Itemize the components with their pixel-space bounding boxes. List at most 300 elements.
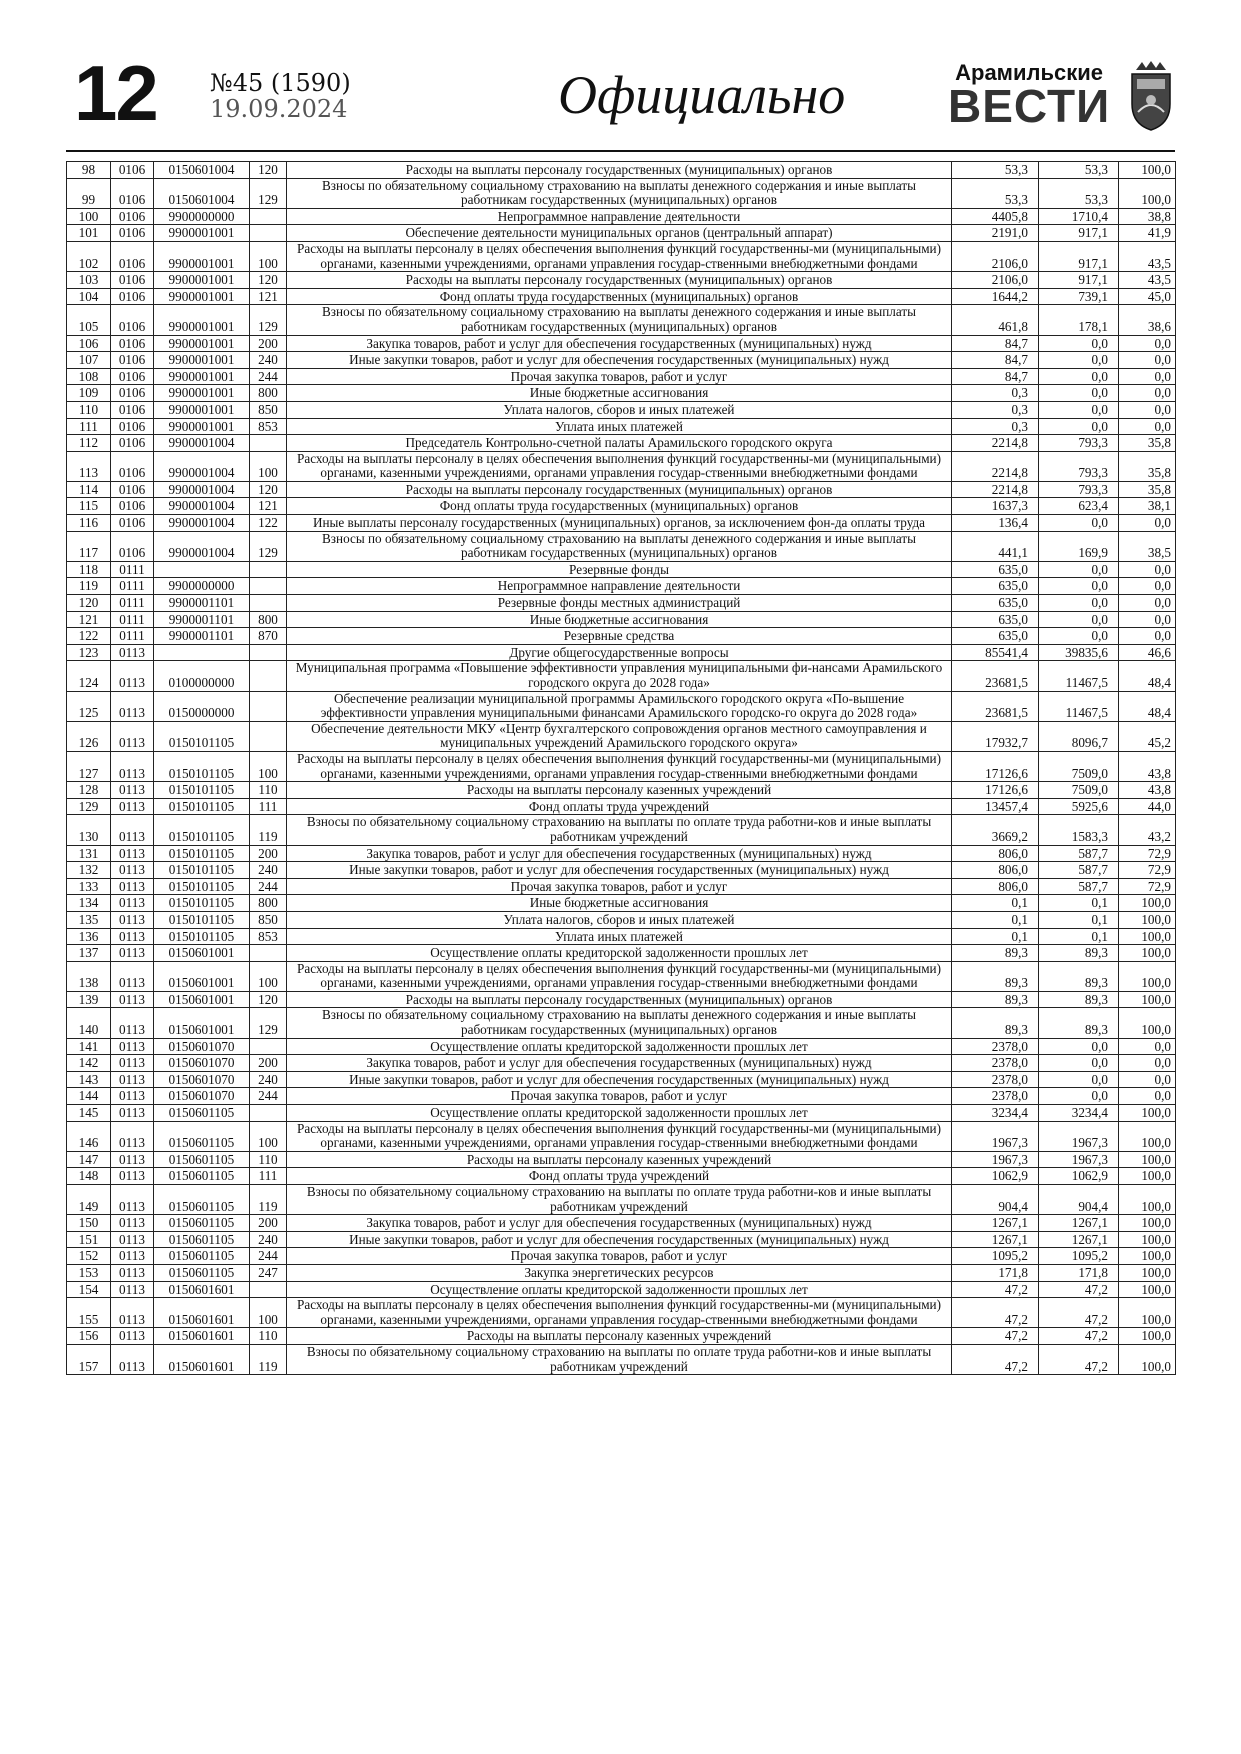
execution-percent-cell: 43,5: [1119, 272, 1176, 289]
planned-amount-cell: 635,0: [952, 561, 1039, 578]
table-row: [67, 1055, 1176, 1072]
planned-amount-cell: 89,3: [952, 961, 1039, 991]
row-number-cell: 104: [67, 288, 111, 305]
expense-type-cell: 244: [250, 368, 287, 385]
item-name-cell: Иные закупки товаров, работ и услуг для обеспечения государственных (муниципальных) нужд: [287, 352, 952, 369]
target-code-cell: 9900001001: [154, 288, 250, 305]
executed-amount-cell: 0,0: [1039, 611, 1119, 628]
section-code-cell: 0113: [111, 1281, 154, 1298]
table-row: [67, 288, 1176, 305]
executed-amount-cell: 0,0: [1039, 335, 1119, 352]
execution-percent-cell: 35,8: [1119, 435, 1176, 452]
table-row: [67, 815, 1176, 845]
target-code-cell: 9900001101: [154, 595, 250, 612]
execution-percent-cell: 100,0: [1119, 178, 1176, 208]
executed-amount-cell: 1710,4: [1039, 208, 1119, 225]
item-name-cell: Иные бюджетные ассигнования: [287, 611, 952, 628]
row-number-cell: 147: [67, 1151, 111, 1168]
item-name-cell: Другие общегосударственные вопросы: [287, 644, 952, 661]
row-number-cell: 133: [67, 878, 111, 895]
row-number-cell: 146: [67, 1121, 111, 1151]
planned-amount-cell: 0,1: [952, 895, 1039, 912]
execution-percent-cell: 48,4: [1119, 661, 1176, 691]
execution-percent-cell: 100,0: [1119, 1344, 1176, 1374]
planned-amount-cell: 1095,2: [952, 1248, 1039, 1265]
section-code-cell: 0113: [111, 1231, 154, 1248]
item-name-cell: Расходы на выплаты персоналу казенных учреждений: [287, 1151, 952, 1168]
target-code-cell: 0150601070: [154, 1088, 250, 1105]
item-name-cell: Уплата иных платежей: [287, 928, 952, 945]
planned-amount-cell: 85541,4: [952, 644, 1039, 661]
executed-amount-cell: 11467,5: [1039, 661, 1119, 691]
execution-percent-cell: 0,0: [1119, 1088, 1176, 1105]
item-name-cell: Непрограммное направление деятельности: [287, 208, 952, 225]
row-number-cell: 107: [67, 352, 111, 369]
execution-percent-cell: 72,9: [1119, 878, 1176, 895]
section-code-cell: 0106: [111, 178, 154, 208]
table-row: [67, 895, 1176, 912]
execution-percent-cell: 0,0: [1119, 515, 1176, 532]
execution-percent-cell: 72,9: [1119, 845, 1176, 862]
section-code-cell: 0111: [111, 628, 154, 645]
planned-amount-cell: 17932,7: [952, 721, 1039, 751]
row-number-cell: 122: [67, 628, 111, 645]
section-code-cell: 0113: [111, 991, 154, 1008]
execution-percent-cell: 43,2: [1119, 815, 1176, 845]
section-code-cell: 0106: [111, 241, 154, 271]
expense-type-cell: 110: [250, 1151, 287, 1168]
planned-amount-cell: 17126,6: [952, 782, 1039, 799]
row-number-cell: 100: [67, 208, 111, 225]
section-code-cell: 0106: [111, 368, 154, 385]
row-number-cell: 156: [67, 1328, 111, 1345]
execution-percent-cell: 72,9: [1119, 862, 1176, 879]
table-row: [67, 945, 1176, 962]
planned-amount-cell: 23681,5: [952, 691, 1039, 721]
expense-type-cell: 100: [250, 451, 287, 481]
row-number-cell: 150: [67, 1215, 111, 1232]
section-code-cell: 0106: [111, 288, 154, 305]
planned-amount-cell: 2378,0: [952, 1088, 1039, 1105]
expense-type-cell: 120: [250, 162, 287, 179]
target-code-cell: [154, 561, 250, 578]
row-number-cell: 126: [67, 721, 111, 751]
item-name-cell: Взносы по обязательному социальному страхованию на выплаты по оплате труда работни-ков и иные выплаты работникам учреждений: [287, 1344, 952, 1374]
expense-type-cell: [250, 561, 287, 578]
section-code-cell: 0113: [111, 1215, 154, 1232]
executed-amount-cell: 178,1: [1039, 305, 1119, 335]
execution-percent-cell: 100,0: [1119, 961, 1176, 991]
item-name-cell: Фонд оплаты труда учреждений: [287, 1168, 952, 1185]
execution-percent-cell: 100,0: [1119, 1328, 1176, 1345]
table-row: [67, 401, 1176, 418]
item-name-cell: Расходы на выплаты персоналу в целях обеспечения выполнения функций государственны-ми (муниципальными) органами, казенными учреждениями, органами управления государ-ственными внебюджетными фондами: [287, 451, 952, 481]
item-name-cell: Уплата иных платежей: [287, 418, 952, 435]
expense-type-cell: 853: [250, 928, 287, 945]
target-code-cell: 9900001004: [154, 531, 250, 561]
expense-type-cell: 853: [250, 418, 287, 435]
expense-type-cell: [250, 578, 287, 595]
item-name-cell: Расходы на выплаты персоналу казенных учреждений: [287, 782, 952, 799]
planned-amount-cell: 2378,0: [952, 1071, 1039, 1088]
planned-amount-cell: 806,0: [952, 845, 1039, 862]
row-number-cell: 120: [67, 595, 111, 612]
logo-line-1: Арамильские: [955, 60, 1103, 85]
row-number-cell: 121: [67, 611, 111, 628]
item-name-cell: Закупка товаров, работ и услуг для обеспечения государственных (муниципальных) нужд: [287, 1055, 952, 1072]
execution-percent-cell: 100,0: [1119, 895, 1176, 912]
row-number-cell: 127: [67, 751, 111, 781]
section-code-cell: 0113: [111, 721, 154, 751]
target-code-cell: 9900001101: [154, 611, 250, 628]
table-row: [67, 385, 1176, 402]
issue-number: №45 (1590): [210, 69, 351, 97]
row-number-cell: 143: [67, 1071, 111, 1088]
executed-amount-cell: 0,1: [1039, 911, 1119, 928]
row-number-cell: 153: [67, 1264, 111, 1281]
expense-type-cell: 850: [250, 401, 287, 418]
section-code-cell: 0111: [111, 578, 154, 595]
planned-amount-cell: 1637,3: [952, 498, 1039, 515]
executed-amount-cell: 1967,3: [1039, 1151, 1119, 1168]
planned-amount-cell: 1967,3: [952, 1151, 1039, 1168]
item-name-cell: Взносы по обязательному социальному страхованию на выплаты денежного содержания и иные выплаты работникам государственных (муниципальных) органов: [287, 178, 952, 208]
row-number-cell: 142: [67, 1055, 111, 1072]
planned-amount-cell: 1267,1: [952, 1215, 1039, 1232]
target-code-cell: 9900001004: [154, 515, 250, 532]
table-row: [67, 1008, 1176, 1038]
executed-amount-cell: 53,3: [1039, 162, 1119, 179]
execution-percent-cell: 0,0: [1119, 595, 1176, 612]
section-code-cell: 0113: [111, 862, 154, 879]
execution-percent-cell: 100,0: [1119, 162, 1176, 179]
planned-amount-cell: 84,7: [952, 368, 1039, 385]
item-name-cell: Резервные фонды местных администраций: [287, 595, 952, 612]
row-number-cell: 119: [67, 578, 111, 595]
executed-amount-cell: 7509,0: [1039, 782, 1119, 799]
table-row: [67, 1185, 1176, 1215]
row-number-cell: 135: [67, 911, 111, 928]
planned-amount-cell: 84,7: [952, 352, 1039, 369]
target-code-cell: 0150101105: [154, 862, 250, 879]
expense-type-cell: 200: [250, 1055, 287, 1072]
executed-amount-cell: 739,1: [1039, 288, 1119, 305]
execution-percent-cell: 38,5: [1119, 531, 1176, 561]
target-code-cell: 9900001001: [154, 418, 250, 435]
planned-amount-cell: 53,3: [952, 178, 1039, 208]
planned-amount-cell: 2378,0: [952, 1055, 1039, 1072]
item-name-cell: Фонд оплаты труда государственных (муниципальных) органов: [287, 498, 952, 515]
row-number-cell: 148: [67, 1168, 111, 1185]
expense-type-cell: 800: [250, 385, 287, 402]
target-code-cell: 0150601001: [154, 991, 250, 1008]
executed-amount-cell: 171,8: [1039, 1264, 1119, 1281]
execution-percent-cell: 100,0: [1119, 1121, 1176, 1151]
executed-amount-cell: 0,0: [1039, 578, 1119, 595]
planned-amount-cell: 2106,0: [952, 241, 1039, 271]
item-name-cell: Взносы по обязательному социальному страхованию на выплаты по оплате труда работни-ков и иные выплаты работникам учреждений: [287, 815, 952, 845]
expense-type-cell: 240: [250, 1231, 287, 1248]
executed-amount-cell: 1062,9: [1039, 1168, 1119, 1185]
execution-percent-cell: 100,0: [1119, 945, 1176, 962]
planned-amount-cell: 0,1: [952, 928, 1039, 945]
target-code-cell: 0150101105: [154, 721, 250, 751]
executed-amount-cell: 0,0: [1039, 1071, 1119, 1088]
executed-amount-cell: 47,2: [1039, 1298, 1119, 1328]
item-name-cell: Фонд оплаты труда учреждений: [287, 798, 952, 815]
target-code-cell: 9900001001: [154, 305, 250, 335]
row-number-cell: 123: [67, 644, 111, 661]
table-row: [67, 335, 1176, 352]
execution-percent-cell: 0,0: [1119, 385, 1176, 402]
section-title: Официально: [558, 65, 846, 125]
table-row: [67, 911, 1176, 928]
item-name-cell: Иные закупки товаров, работ и услуг для обеспечения государственных (муниципальных) нужд: [287, 862, 952, 879]
table-row: [67, 162, 1176, 179]
planned-amount-cell: 89,3: [952, 945, 1039, 962]
executed-amount-cell: 0,0: [1039, 1038, 1119, 1055]
section-code-cell: 0113: [111, 1038, 154, 1055]
section-code-cell: 0113: [111, 845, 154, 862]
target-code-cell: 9900001001: [154, 225, 250, 242]
table-row: [67, 225, 1176, 242]
row-number-cell: 113: [67, 451, 111, 481]
expense-type-cell: 244: [250, 878, 287, 895]
table-row: [67, 1231, 1176, 1248]
row-number-cell: 101: [67, 225, 111, 242]
execution-percent-cell: 38,6: [1119, 305, 1176, 335]
row-number-cell: 111: [67, 418, 111, 435]
planned-amount-cell: 1967,3: [952, 1121, 1039, 1151]
planned-amount-cell: 89,3: [952, 991, 1039, 1008]
expense-type-cell: [250, 661, 287, 691]
table-row: [67, 1151, 1176, 1168]
target-code-cell: 0150601070: [154, 1038, 250, 1055]
target-code-cell: 0150601105: [154, 1151, 250, 1168]
section-code-cell: 0106: [111, 498, 154, 515]
table-row: [67, 751, 1176, 781]
section-code-cell: 0113: [111, 1168, 154, 1185]
planned-amount-cell: 904,4: [952, 1185, 1039, 1215]
item-name-cell: Расходы на выплаты персоналу государственных (муниципальных) органов: [287, 162, 952, 179]
item-name-cell: Резервные средства: [287, 628, 952, 645]
page-number: 12: [74, 49, 157, 137]
expense-type-cell: [250, 644, 287, 661]
planned-amount-cell: 47,2: [952, 1281, 1039, 1298]
execution-percent-cell: 0,0: [1119, 418, 1176, 435]
row-number-cell: 129: [67, 798, 111, 815]
table-row: [67, 451, 1176, 481]
execution-percent-cell: 48,4: [1119, 691, 1176, 721]
expense-type-cell: [250, 595, 287, 612]
execution-percent-cell: 43,5: [1119, 241, 1176, 271]
planned-amount-cell: 461,8: [952, 305, 1039, 335]
planned-amount-cell: 806,0: [952, 878, 1039, 895]
item-name-cell: Прочая закупка товаров, работ и услуг: [287, 1248, 952, 1265]
executed-amount-cell: 1267,1: [1039, 1215, 1119, 1232]
executed-amount-cell: 0,0: [1039, 561, 1119, 578]
row-number-cell: 140: [67, 1008, 111, 1038]
table-row: [67, 531, 1176, 561]
table-row: [67, 595, 1176, 612]
section-code-cell: 0113: [111, 1328, 154, 1345]
target-code-cell: 0150601001: [154, 945, 250, 962]
section-code-cell: 0113: [111, 928, 154, 945]
item-name-cell: Расходы на выплаты персоналу в целях обеспечения выполнения функций государственны-ми (муниципальными) органами, казенными учреждениями, органами управления государ-ственными внебюджетными фондами: [287, 961, 952, 991]
row-number-cell: 152: [67, 1248, 111, 1265]
planned-amount-cell: 2214,8: [952, 451, 1039, 481]
execution-percent-cell: 38,8: [1119, 208, 1176, 225]
target-code-cell: 0150601601: [154, 1328, 250, 1345]
executed-amount-cell: 0,0: [1039, 368, 1119, 385]
expense-type-cell: 100: [250, 241, 287, 271]
target-code-cell: 0150601105: [154, 1264, 250, 1281]
row-number-cell: 139: [67, 991, 111, 1008]
expense-type-cell: [250, 945, 287, 962]
expense-type-cell: 120: [250, 481, 287, 498]
expense-type-cell: 129: [250, 178, 287, 208]
section-code-cell: 0113: [111, 691, 154, 721]
executed-amount-cell: 1095,2: [1039, 1248, 1119, 1265]
executed-amount-cell: 0,0: [1039, 628, 1119, 645]
section-code-cell: 0106: [111, 531, 154, 561]
table-row: [67, 1038, 1176, 1055]
section-code-cell: 0106: [111, 352, 154, 369]
table-row: [67, 481, 1176, 498]
item-name-cell: Расходы на выплаты персоналу в целях обеспечения выполнения функций государственны-ми (муниципальными) органами, казенными учреждениями, органами управления государ-ственными внебюджетными фондами: [287, 1121, 952, 1151]
section-code-cell: 0106: [111, 481, 154, 498]
planned-amount-cell: 2106,0: [952, 272, 1039, 289]
target-code-cell: 0150601105: [154, 1248, 250, 1265]
section-code-cell: 0106: [111, 305, 154, 335]
planned-amount-cell: 441,1: [952, 531, 1039, 561]
item-name-cell: Осуществление оплаты кредиторской задолженности прошлых лет: [287, 945, 952, 962]
row-number-cell: 99: [67, 178, 111, 208]
section-code-cell: 0113: [111, 1088, 154, 1105]
item-name-cell: Обеспечение деятельности муниципальных органов (центральный аппарат): [287, 225, 952, 242]
item-name-cell: Муниципальная программа «Повышение эффективности управления муниципальными фи-нансами Арамильского городского округа до 2028 года»: [287, 661, 952, 691]
table-row: [67, 1071, 1176, 1088]
target-code-cell: 9900001001: [154, 241, 250, 271]
coat-of-arms-icon: [1128, 60, 1174, 132]
execution-percent-cell: 100,0: [1119, 1105, 1176, 1122]
planned-amount-cell: 1644,2: [952, 288, 1039, 305]
item-name-cell: Взносы по обязательному социальному страхованию на выплаты денежного содержания и иные выплаты работникам государственных (муниципальных) органов: [287, 531, 952, 561]
table-row: [67, 1215, 1176, 1232]
row-number-cell: 108: [67, 368, 111, 385]
table-row: [67, 1105, 1176, 1122]
budget-table: [66, 161, 1176, 1375]
target-code-cell: 9900001001: [154, 272, 250, 289]
table-row: [67, 1088, 1176, 1105]
target-code-cell: 9900000000: [154, 578, 250, 595]
execution-percent-cell: 35,8: [1119, 451, 1176, 481]
section-code-cell: 0106: [111, 272, 154, 289]
target-code-cell: 0150101105: [154, 895, 250, 912]
executed-amount-cell: 47,2: [1039, 1344, 1119, 1374]
item-name-cell: Председатель Контрольно-счетной палаты Арамильского городского округа: [287, 435, 952, 452]
newspaper-logo: [948, 60, 1111, 132]
planned-amount-cell: 4405,8: [952, 208, 1039, 225]
executed-amount-cell: 0,0: [1039, 418, 1119, 435]
section-code-cell: 0113: [111, 1264, 154, 1281]
table-row: [67, 418, 1176, 435]
section-code-cell: 0113: [111, 1298, 154, 1328]
executed-amount-cell: 793,3: [1039, 435, 1119, 452]
table-row: [67, 178, 1176, 208]
expense-type-cell: 110: [250, 1328, 287, 1345]
row-number-cell: 154: [67, 1281, 111, 1298]
section-code-cell: 0113: [111, 878, 154, 895]
executed-amount-cell: 47,2: [1039, 1328, 1119, 1345]
executed-amount-cell: 793,3: [1039, 481, 1119, 498]
table-row: [67, 928, 1176, 945]
row-number-cell: 157: [67, 1344, 111, 1374]
execution-percent-cell: 0,0: [1119, 1038, 1176, 1055]
target-code-cell: 0150601070: [154, 1071, 250, 1088]
row-number-cell: 132: [67, 862, 111, 879]
section-code-cell: 0106: [111, 515, 154, 532]
section-code-cell: 0113: [111, 1185, 154, 1215]
executed-amount-cell: 11467,5: [1039, 691, 1119, 721]
target-code-cell: 0150601004: [154, 162, 250, 179]
row-number-cell: 134: [67, 895, 111, 912]
page-header: [66, 49, 1175, 148]
section-code-cell: 0113: [111, 782, 154, 799]
table-row: [67, 691, 1176, 721]
section-code-cell: 0113: [111, 1121, 154, 1151]
table-row: [67, 241, 1176, 271]
expense-type-cell: [250, 1281, 287, 1298]
executed-amount-cell: 917,1: [1039, 272, 1119, 289]
table-row: [67, 991, 1176, 1008]
target-code-cell: 9900001001: [154, 335, 250, 352]
item-name-cell: Непрограммное направление деятельности: [287, 578, 952, 595]
row-number-cell: 151: [67, 1231, 111, 1248]
execution-percent-cell: 44,0: [1119, 798, 1176, 815]
target-code-cell: 0150601105: [154, 1231, 250, 1248]
row-number-cell: 102: [67, 241, 111, 271]
expense-type-cell: [250, 435, 287, 452]
item-name-cell: Уплата налогов, сборов и иных платежей: [287, 911, 952, 928]
expense-type-cell: 121: [250, 498, 287, 515]
expense-type-cell: 100: [250, 1121, 287, 1151]
table-row: [67, 1264, 1176, 1281]
table-row: [67, 1121, 1176, 1151]
item-name-cell: Фонд оплаты труда государственных (муниципальных) органов: [287, 288, 952, 305]
target-code-cell: 9900000000: [154, 208, 250, 225]
planned-amount-cell: 89,3: [952, 1008, 1039, 1038]
target-code-cell: 0150601105: [154, 1215, 250, 1232]
header-rule: [66, 150, 1175, 152]
section-code-cell: 0113: [111, 911, 154, 928]
section-code-cell: 0113: [111, 661, 154, 691]
budget-table-body: [67, 162, 1176, 1375]
executed-amount-cell: 0,0: [1039, 401, 1119, 418]
row-number-cell: 98: [67, 162, 111, 179]
expense-type-cell: 240: [250, 862, 287, 879]
executed-amount-cell: 0,0: [1039, 385, 1119, 402]
section-code-cell: 0111: [111, 561, 154, 578]
expense-type-cell: 247: [250, 1264, 287, 1281]
planned-amount-cell: 0,1: [952, 911, 1039, 928]
section-code-cell: 0106: [111, 385, 154, 402]
item-name-cell: Осуществление оплаты кредиторской задолженности прошлых лет: [287, 1281, 952, 1298]
item-name-cell: Иные закупки товаров, работ и услуг для обеспечения государственных (муниципальных) нужд: [287, 1071, 952, 1088]
row-number-cell: 141: [67, 1038, 111, 1055]
table-row: [67, 661, 1176, 691]
expense-type-cell: [250, 691, 287, 721]
